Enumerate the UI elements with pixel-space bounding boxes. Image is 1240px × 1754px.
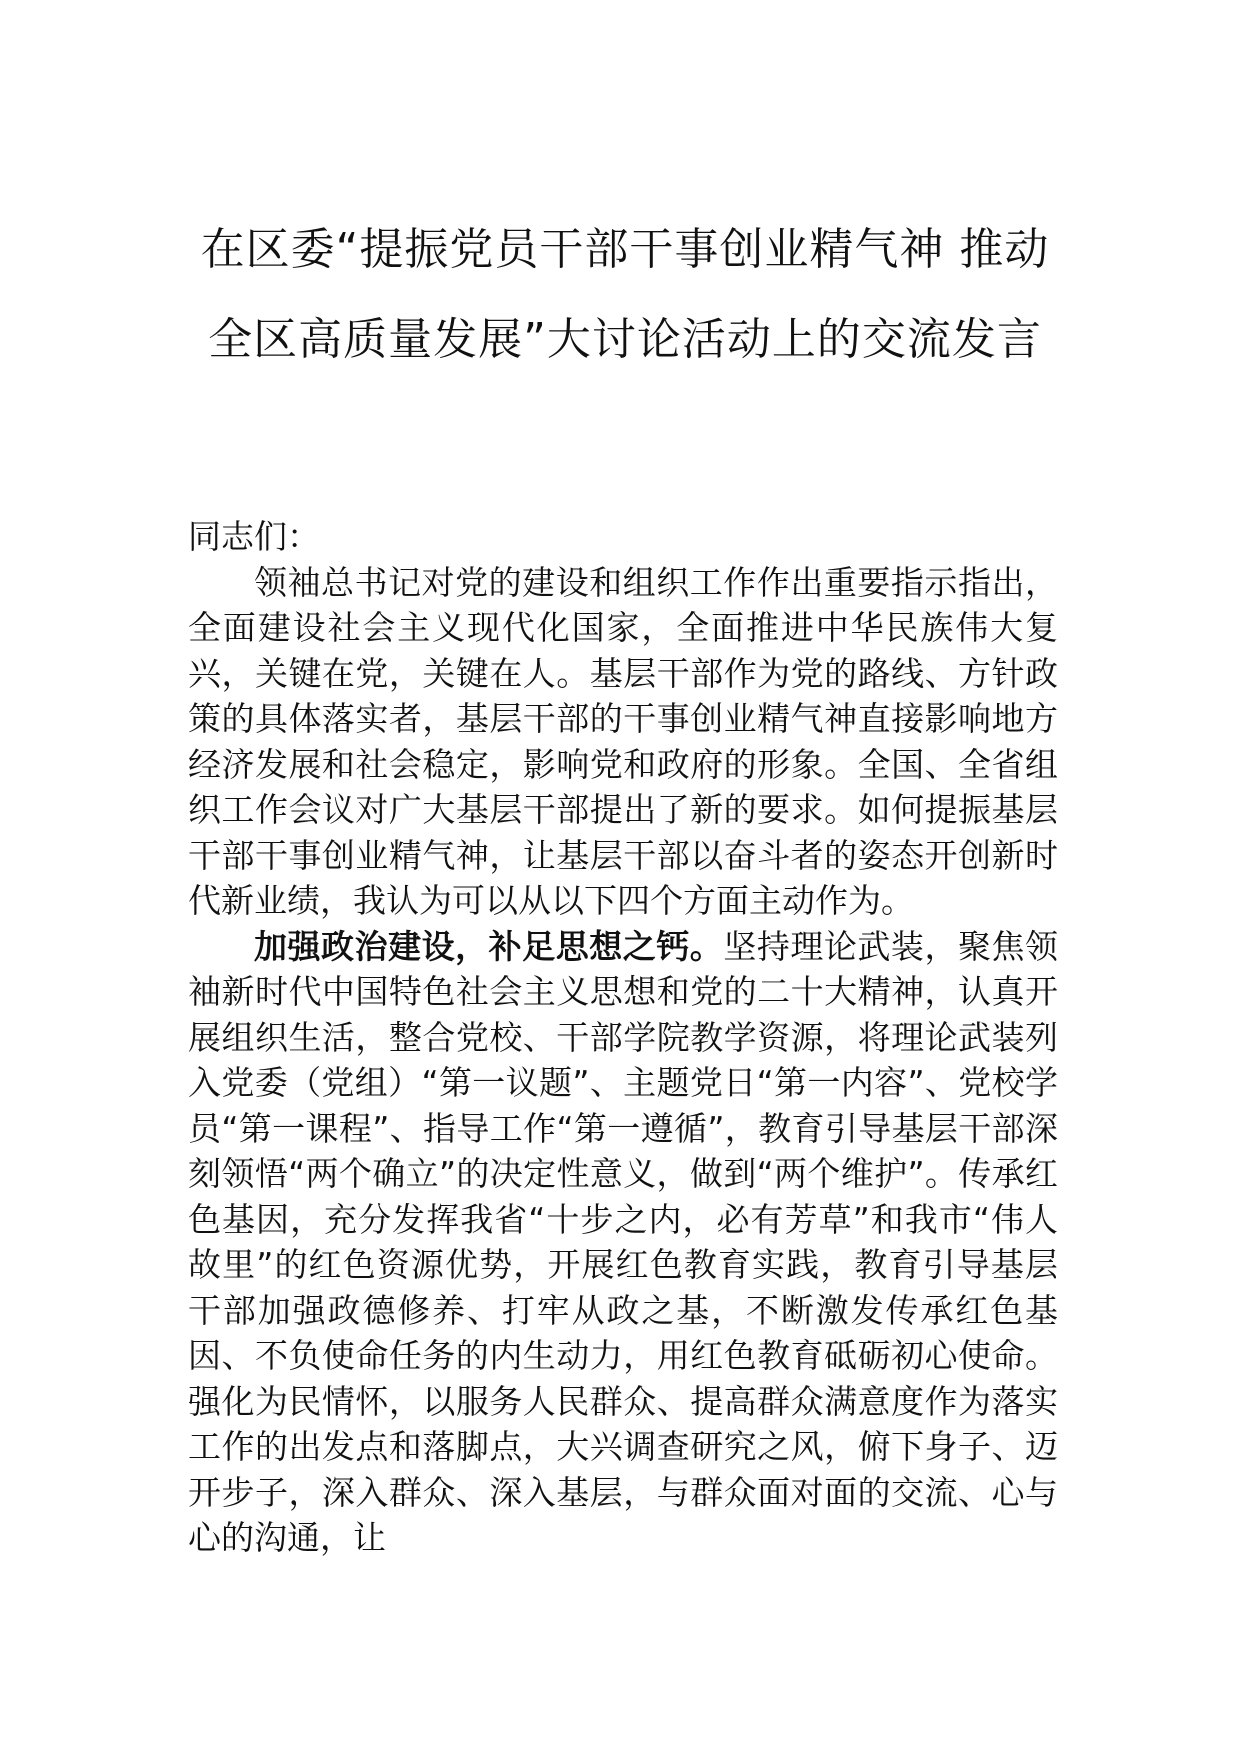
paragraph-text: 坚持理论武装，聚焦领袖新时代中国特色社会主义思想和党的二十大精神，认真开展组织生活，整合党校、干部学院教学资源，将理论武装列入党委（党组）“第一议题”、主题党日“第一内容”、党校学员“第一课程”、指导工作“第一遵循”，教育引导基层干部深刻领悟“两个确立”的决定性意义，做到“两个维护”。传承红色基因，充分发挥我省“十步之内，必有芳草”和我市“伟人故里”的红色资源优势，开展红色教育实践，教育引导基层干部加强政德修养、打牢从政之基，不断激发传承红色基因、不负使命任务的内生动力，用红色教育砥砺初心使命。强化为民情怀，以服务人民群众、提高群众满意度作为落实工作的出发点和落脚点，大兴调查研究之风，俯下身子、迈开步子，深入群众、深入基层，与群众面对面的交流、心与心的沟通，让: [188, 926, 1059, 1557]
document-body: [188, 514, 1058, 1561]
document-title: 在区委“提振党员干部干事创业精气神 推动全区高质量发展”大讨论活动上的交流发言: [200, 224, 1050, 365]
paragraph-lead: 加强政治建设，补足思想之钙。: [254, 926, 724, 966]
paragraph-text: 领袖总书记对党的建设和组织工作作出重要指示指出，全面建设社会主义现代化国家，全面推进中华民族伟大复兴，关键在党，关键在人。基层干部作为党的路线、方针政策的具体落实者，基层干部的干事创业精气神直接影响地方经济发展和社会稳定，影响党和政府的形象。全国、全省组织工作会议对广大基层干部提出了新的要求。如何提振基层干部干事创业精气神，让基层干部以奋斗者的姿态开创新时代新业绩，我认为可以从以下四个方面主动作为。: [188, 562, 1058, 920]
salutation: 同志们：: [188, 517, 320, 556]
body-paragraph: [188, 924, 1058, 1561]
body-paragraph: [188, 560, 1058, 924]
